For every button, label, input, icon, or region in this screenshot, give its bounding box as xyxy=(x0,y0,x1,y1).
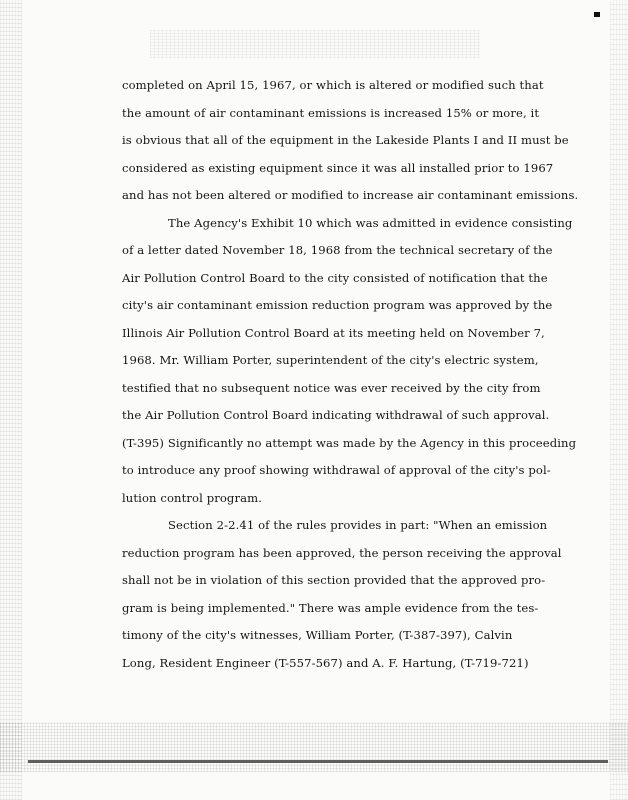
corner-mark xyxy=(594,12,600,17)
paragraph-1 xyxy=(122,72,582,210)
paragraph-2 xyxy=(122,210,582,513)
text-line: is obvious that all of the equipment in the Lakeside Plants I and II must be xyxy=(122,133,569,147)
text-line: Illinois Air Pollution Control Board at its meeting held on November 7, xyxy=(122,325,545,340)
text-line: the Air Pollution Control Board indicating withdrawal of such approval. xyxy=(122,408,550,422)
text-line: shall not be in violation of this section provided that the approved pro- xyxy=(122,573,546,587)
scan-noise-top xyxy=(150,30,480,58)
text-line: gram is being implemented." There was ample evidence from the tes- xyxy=(122,600,539,615)
paragraph-3 xyxy=(122,512,582,677)
text-line: Air Pollution Control Board to the city consisted of notification that the xyxy=(122,270,548,285)
text-line: of a letter dated November 18, 1968 from the technical secretary of the xyxy=(122,243,553,257)
body-text xyxy=(122,72,582,677)
text-line: 1968. Mr. William Porter, superintendent of the city's electric system, xyxy=(122,353,539,367)
text-line: lution control program. xyxy=(122,490,262,505)
text-line: testified that no subsequent notice was ever received by the city from xyxy=(122,380,541,395)
text-line: timony of the city's witnesses, William Porter, (T-387-397), Calvin xyxy=(122,628,513,642)
text-line: (T-395) Significantly no attempt was made by the Agency in this proceeding xyxy=(122,435,577,450)
text-line: city's air contaminant emission reduction program was approved by the xyxy=(122,298,553,312)
text-line: and has not been altered or modified to increase air contaminant emissions. xyxy=(122,188,579,202)
scan-edge-bottom xyxy=(0,722,628,772)
text-line: Section 2-2.41 of the rules provides in part: "When an emission xyxy=(168,518,548,532)
text-line: Long, Resident Engineer (T-557-567) and A. F. Hartung, (T-719-721) xyxy=(122,655,529,670)
page-bottom-rule xyxy=(28,760,608,763)
text-line: reduction program has been approved, the person receiving the approval xyxy=(122,545,562,560)
text-line: the amount of air contaminant emissions is increased 15% or more, it xyxy=(122,105,540,120)
scan-edge-right xyxy=(610,0,628,800)
text-line: to introduce any proof showing withdrawal of approval of the city's pol- xyxy=(122,463,551,477)
scan-edge-left xyxy=(0,0,22,800)
text-line: considered as existing equipment since it was all installed prior to 1967 xyxy=(122,160,554,175)
text-line: The Agency's Exhibit 10 which was admitted in evidence consisting xyxy=(168,215,573,230)
text-line: completed on April 15, 1967, or which is altered or modified such that xyxy=(122,78,544,92)
